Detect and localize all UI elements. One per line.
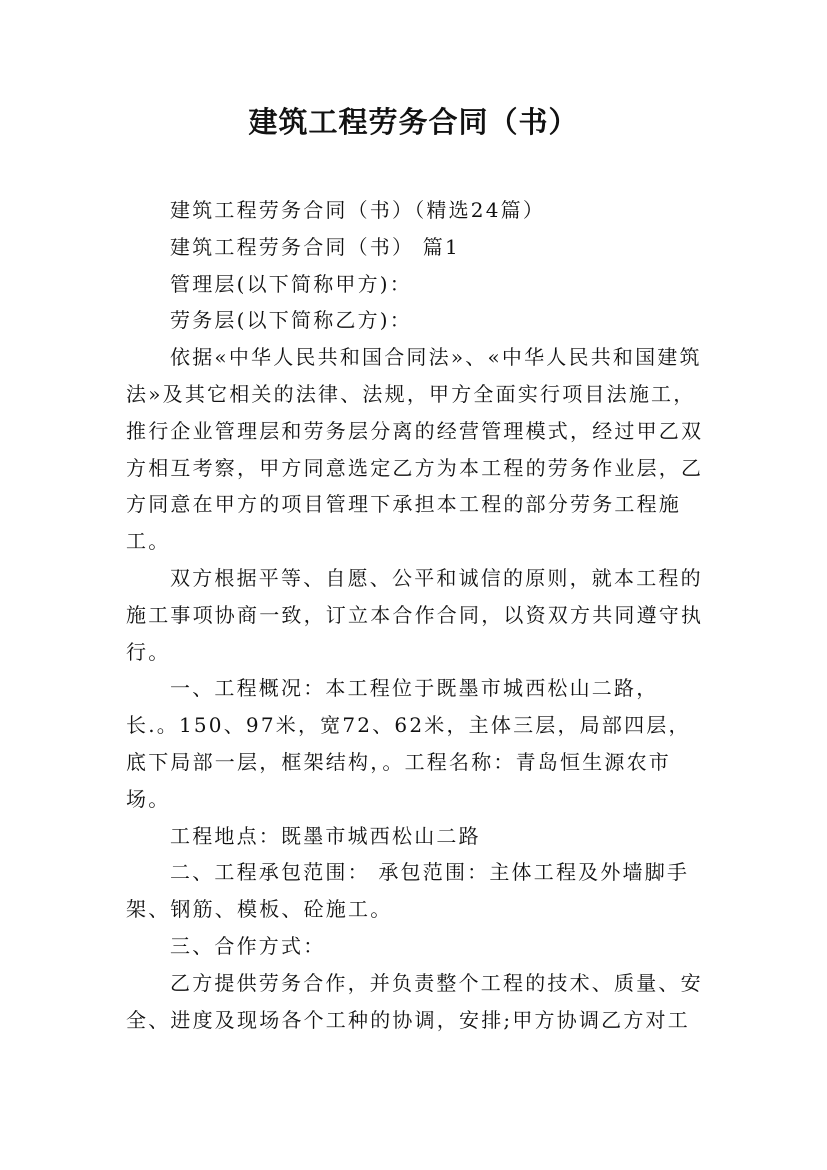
project-location-line: 工程地点：既墨市城西松山二路 — [170, 823, 481, 848]
legal-basis-paragraph: 依据«中华人民共和国合同法»、«中华人民共和国建筑法»及其它相关的法律、法规，甲方全面实行项目法施工，推行企业管理层和劳务层分离的经营管理模式，经过甲乙双方相互考察，甲方同意选定乙方为本工程的劳务作业层，乙方同意在甲方的项目管理下承担本工程的部分劳务工程施工。 — [126, 345, 704, 554]
cooperation-paragraph: 乙方提供劳务合作，并负责整个工程的技术、质量、安全、进度及现场各个工种的协调，安排;甲方协调乙方对工 — [126, 970, 703, 1032]
scope-paragraph: 二、工程承包范围： 承包范围：主体工程及外墙脚手架、钢筋、模板、砼施工。 — [126, 860, 690, 922]
subtitle-paragraph: 建筑工程劳务合同（书）（精选24篇） — [170, 198, 546, 222]
section-heading: 建筑工程劳务合同（书） 篇1 — [170, 234, 460, 259]
party-a-line: 管理层(以下简称甲方)： — [170, 271, 413, 296]
document-body — [126, 192, 706, 1038]
principle-paragraph: 双方根据平等、自愿、公平和诚信的原则，就本工程的施工事项协商一致，订立本合作合同，以资双方共同遵守执行。 — [126, 565, 704, 664]
project-overview-paragraph: 一、工程概况：本工程位于既墨市城西松山二路，长.。150、97米，宽72、62米，主体三层，局部四层，底下局部一层，框架结构，。工程名称：青岛恒生源农市场。 — [126, 676, 691, 811]
cooperation-heading: 三、合作方式： — [170, 933, 326, 958]
party-b-line: 劳务层(以下简称乙方)： — [170, 308, 413, 333]
document-title: 建筑工程劳务合同（书） — [248, 105, 579, 139]
